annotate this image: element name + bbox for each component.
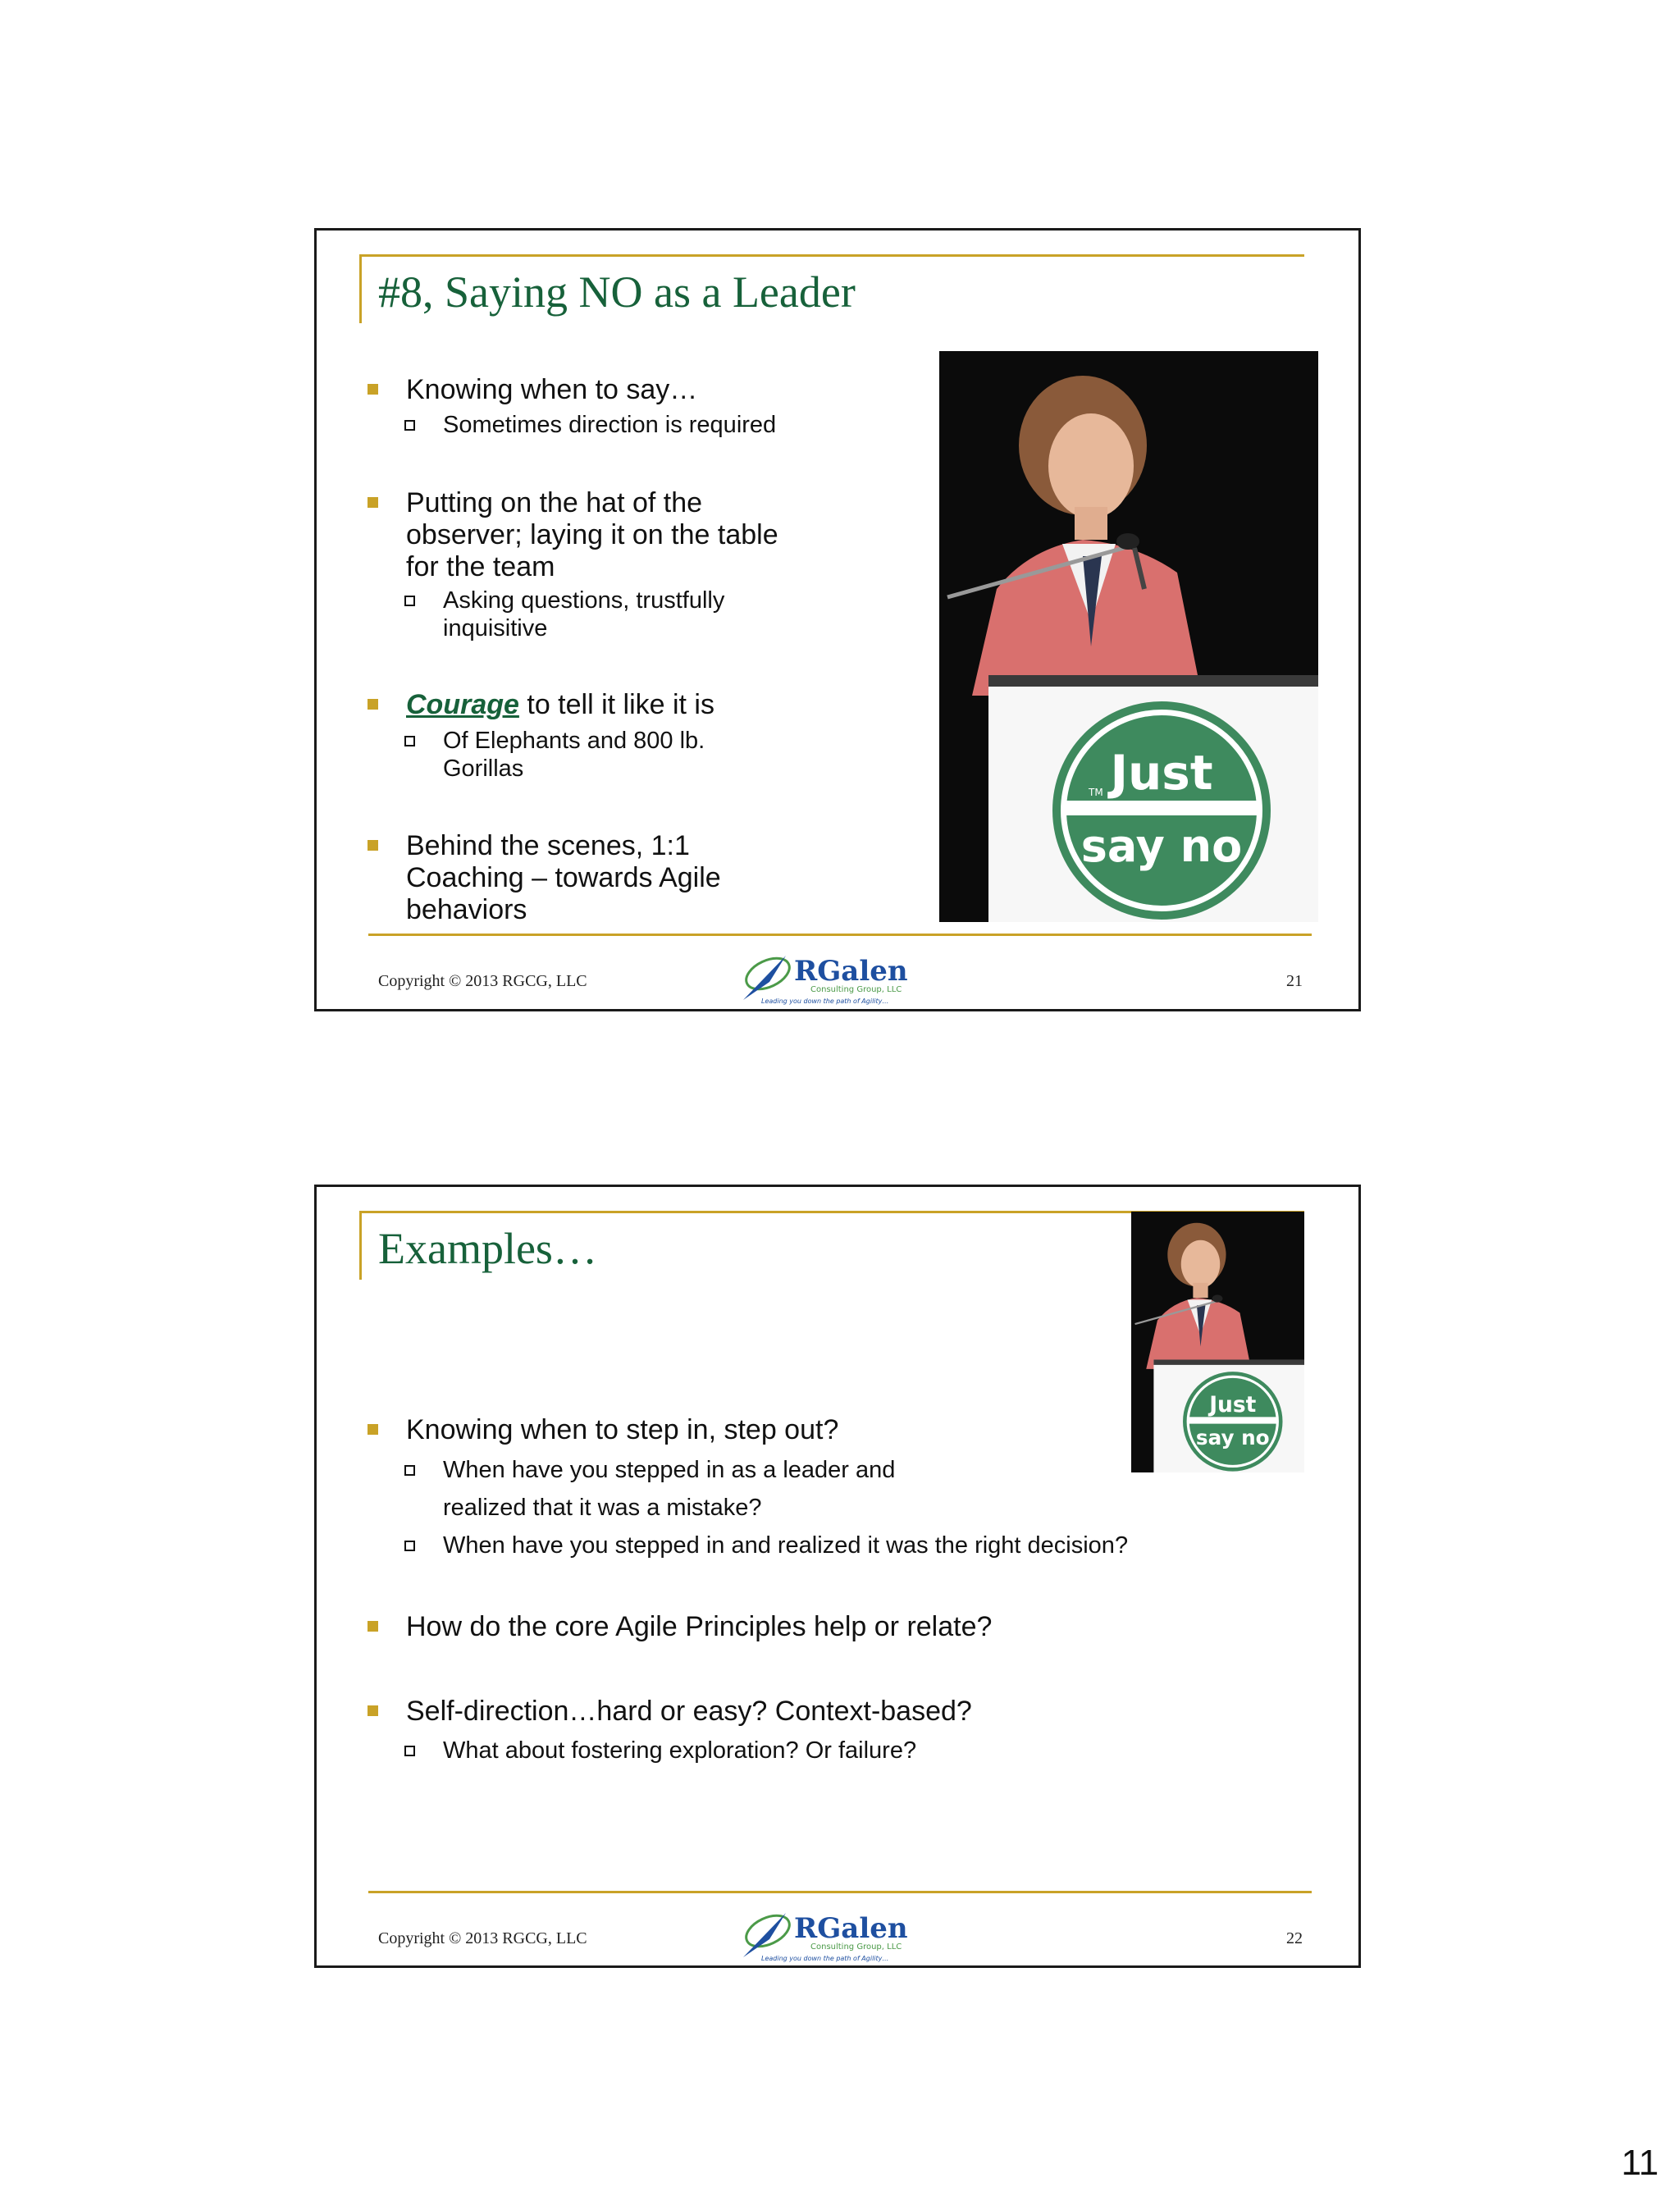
svg-text:Consulting Group, LLC: Consulting Group, LLC: [810, 1942, 902, 1952]
square-bullet-icon: [368, 1621, 378, 1632]
slide-title: Examples…: [378, 1224, 597, 1273]
slide-page-number: 22: [1286, 1929, 1303, 1947]
square-bullet-icon: [368, 497, 378, 508]
slide-21: #8, Saying NO as a Leader Knowing when to say… Sometimes direction is required Putting on the hat of the observer; laying it on the table for the team Asking questions, trustfully inquisitive Courage to tell it like it is Of Elephants and 800 lb. Gorillas Behind the scenes, 1:1 Coaching – towards Agile behaviors Just say no TM Copyright © 2013 RGCG, LLC RGalen Consulting Group, LLC Leading you down the path of Agility… 21: [314, 228, 1361, 1011]
sign-trademark: TM: [1089, 787, 1103, 798]
svg-text:Just: Just: [1209, 1391, 1257, 1418]
slide-title: #8, Saying NO as a Leader: [378, 267, 856, 317]
svg-text:RGalen: RGalen: [794, 955, 908, 988]
title-rule-left: [359, 254, 362, 323]
courage-emphasis: Courage: [406, 689, 519, 720]
speaker-illustration: [1131, 1212, 1304, 1472]
sign-text-say-no: say no: [1080, 820, 1243, 872]
svg-text:RGalen: RGalen: [794, 1912, 908, 1945]
slide-22: Examples… Just say no Knowing when to step in, step out? When have you stepped in as a leader and realized that it was a mistake? When have you stepped in and realized it was the right decision? How do the core Agile Principles help or relate? Self-direction…hard or easy? Context-based? What about fostering exploration? Or failure? Copyright © 2013 RGCG, LLC RGalen Consulting Group, LLC Leading you down the path of Agility… 22: [314, 1185, 1361, 1968]
title-rule: [359, 254, 1304, 257]
square-bullet-icon: [368, 1705, 378, 1716]
footer-rule: [368, 934, 1312, 936]
svg-text:Leading you down the path of A: Leading you down the path of Agility…: [761, 1955, 889, 1962]
square-bullet-icon: [368, 840, 378, 851]
slide-page-number: 21: [1286, 972, 1303, 990]
svg-text:say no: say no: [1195, 1426, 1270, 1450]
copyright-text: Copyright © 2013 RGCG, LLC: [378, 972, 587, 990]
handout-page-number: 11: [1621, 2143, 1659, 2183]
square-bullet-icon: [368, 699, 378, 710]
checkbox-bullet-icon: [404, 1465, 415, 1476]
copyright-text: Copyright © 2013 RGCG, LLC: [378, 1929, 587, 1947]
rgalen-logo: [737, 949, 917, 1008]
sign-text-just: Just: [1110, 745, 1213, 801]
speaker-photo-small: [1131, 1212, 1304, 1472]
rgalen-logo: [737, 1906, 917, 1965]
svg-text:Leading you down the path of A: Leading you down the path of Agility…: [761, 998, 889, 1005]
square-bullet-icon: [368, 384, 378, 395]
title-rule-left: [359, 1211, 362, 1280]
square-bullet-icon: [368, 1424, 378, 1435]
checkbox-bullet-icon: [404, 1746, 415, 1756]
speaker-illustration: [939, 351, 1318, 922]
checkbox-bullet-icon: [404, 596, 415, 606]
footer-rule: [368, 1891, 1312, 1893]
svg-text:Consulting Group, LLC: Consulting Group, LLC: [810, 985, 902, 994]
checkbox-bullet-icon: [404, 420, 415, 431]
speaker-photo: [939, 351, 1318, 922]
checkbox-bullet-icon: [404, 1541, 415, 1551]
checkbox-bullet-icon: [404, 736, 415, 746]
